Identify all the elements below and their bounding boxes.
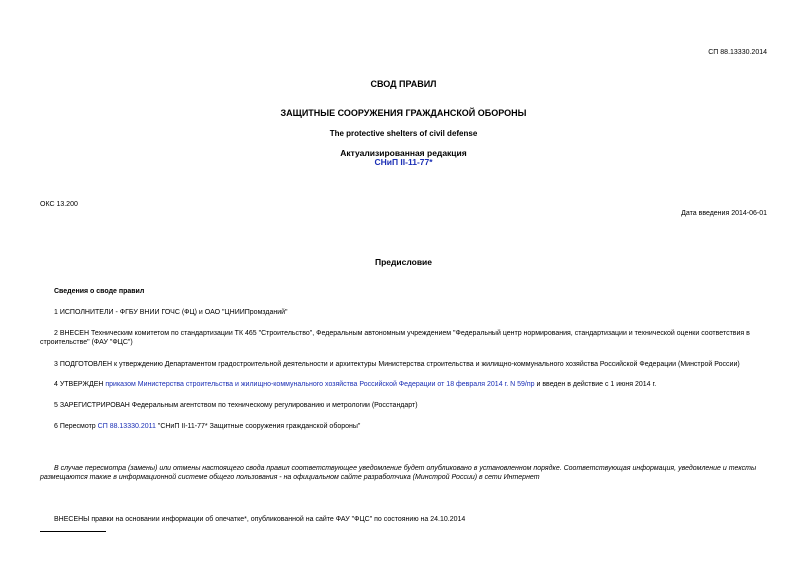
item-6-suffix: "СНиП II-11-77* Защитные сооружения гражданской обороны" xyxy=(155,423,361,430)
snip-reference-link[interactable]: СНиП II-11-77* xyxy=(374,157,433,167)
approval-order-link[interactable]: приказом Министерства строительства и жилищно-коммунального хозяйства Российской Федерации от 18 февраля 2014 г. N 59/пр xyxy=(105,381,535,388)
amendment-note: ВНЕСЕНЫ правки на основании информации об опечатке*, опубликованной на сайте ФАУ "ФЦС" по состоянию на 24.10.2014 xyxy=(54,516,466,523)
preface-item-3: 3 ПОДГОТОВЛЕН к утверждению Департаментом градостроительной деятельности и архитектуры Министерства строительства и жилищно-коммунального хозяйства Российской Федерации (Минстрой России) xyxy=(54,361,740,368)
preface-item-2: 2 ВНЕСЕН Техническим комитетом по стандартизации ТК 465 "Строительство", Федеральным автономным учреждением "Федеральный центр нормирования, стандартизации и технической оценки соответствия в строительстве" (ФАУ "ФЦС") xyxy=(40,330,750,346)
document-title-ru: ЗАЩИТНЫЕ СООРУЖЕНИЯ ГРАЖДАНСКОЙ ОБОРОНЫ xyxy=(280,108,527,118)
footnote-divider xyxy=(40,531,106,532)
revision-notice: В случае пересмотра (замены) или отмены настоящего свода правил соответствующее уведомление будет опубликовано в установленном порядке. Соответствующая информация, уведомление и тексты размещаются также в информационной системе общего пользования - на официальном сайте разработчика (Минстрой России) в сети Интернет xyxy=(40,465,757,481)
preface-item-4 xyxy=(40,380,768,389)
item-4-prefix: 4 УТВЕРЖДЕН xyxy=(54,381,106,388)
item-6-prefix: 6 Пересмотр xyxy=(54,423,98,430)
preface-item-6 xyxy=(40,422,768,431)
introduction-date: Дата введения 2014-06-01 xyxy=(681,210,767,217)
document-code: СП 88.13330.2014 xyxy=(708,49,767,56)
edition-label: Актуализированная редакция xyxy=(340,148,467,158)
preface-heading: Предисловие xyxy=(374,257,433,267)
preface-item-5: 5 ЗАРЕГИСТРИРОВАН Федеральным агентством по техническому регулированию и метрологии (Росстандарт) xyxy=(54,402,418,409)
oks-code: ОКС 13.200 xyxy=(40,201,78,208)
item-4-suffix: и введен в действие с 1 июня 2014 г. xyxy=(534,381,657,388)
document-title-en: The protective shelters of civil defense xyxy=(329,129,478,138)
document-kind-heading: СВОД ПРАВИЛ xyxy=(370,79,437,89)
preface-subheading: Сведения о своде правил xyxy=(54,288,145,295)
sp-2011-link[interactable]: СП 88.13330.2011 xyxy=(97,423,156,430)
preface-item-1: 1 ИСПОЛНИТЕЛИ - ФГБУ ВНИИ ГОЧС (ФЦ) и ОАО "ЦНИИПромзданий" xyxy=(54,309,288,316)
